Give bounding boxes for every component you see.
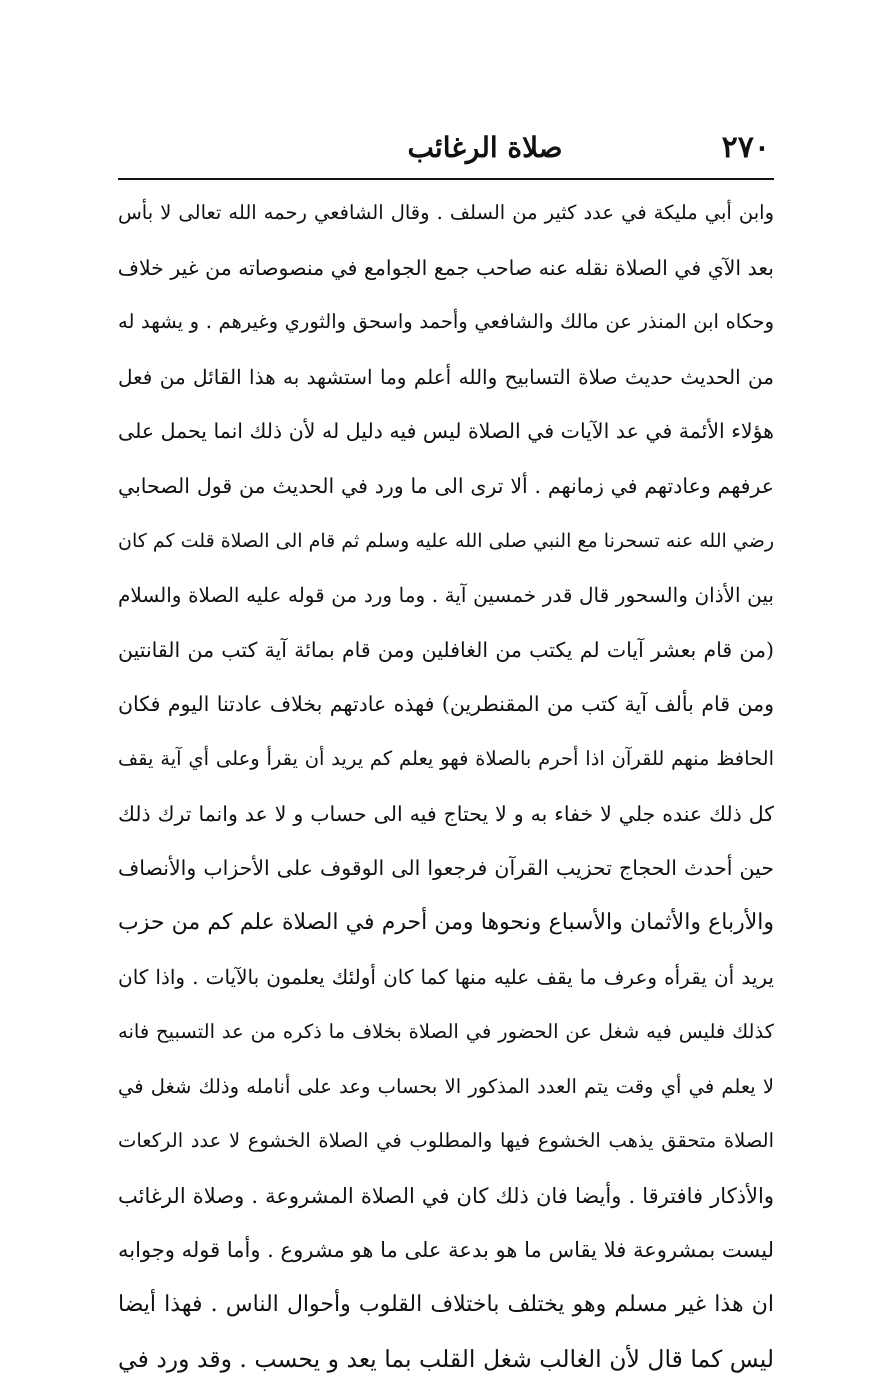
text-line: رضي الله عنه تسحرنا مع النبي صلى الله عليه وسلم ثم قام الى الصلاة قلت كم كان bbox=[118, 529, 774, 552]
running-title: صلاة الرغائب bbox=[407, 131, 563, 164]
text-line: يريد أن يقرأه وعرف ما يقف عليه منها كما كان أولئك يعلمون بالآيات . واذا كان bbox=[118, 965, 774, 990]
text-line: والأرباع والأثمان والأسباع ونحوها ومن أحرم في الصلاة علم كم من حزب bbox=[118, 909, 774, 935]
text-line: بين الأذان والسحور قال قدر خمسين آية . وما ورد من قوله عليه الصلاة والسلام bbox=[118, 583, 774, 608]
text-line: لا يعلم في أي وقت يتم العدد المذكور الا بحساب وعد على أنامله وذلك شغل في bbox=[118, 1074, 774, 1098]
text-line: هؤلاء الأئمة في عد الآيات في الصلاة ليس فيه دليل له لأن ذلك انما يحمل على bbox=[118, 419, 774, 444]
text-line: ليست بمشروعة فلا يقاس ما هو بدعة على ما هو مشروع . وأما قوله وجوابه bbox=[118, 1238, 774, 1263]
text-line: كذلك فليس فيه شغل عن الحضور في الصلاة بخلاف ما ذكره من عد التسبيح فانه bbox=[118, 1019, 774, 1043]
text-line: (من قام بعشر آيات لم يكتب من الغافلين ومن قام بمائة آية كتب من القانتين bbox=[118, 637, 774, 662]
text-line: بعد الآي في الصلاة نقله عنه صاحب جمع الجوامع في منصوصاته من غير خلاف bbox=[118, 255, 774, 280]
text-line: وابن أبي مليكة في عدد كثير من السلف . وقال الشافعي رحمه الله تعالى لا بأس bbox=[118, 201, 774, 224]
header-rule bbox=[118, 178, 774, 180]
text-line: ومن قام بألف آية كتب من المقنطرين) فهذه عادتهم بخلاف عادتنا اليوم فكان bbox=[118, 692, 774, 717]
text-line: وحكاه ابن المنذر عن مالك والشافعي وأحمد واسحق والثوري وغيرهم . و يشهد له bbox=[118, 310, 774, 334]
body-text bbox=[118, 186, 774, 1387]
text-line: والأذكار فافترقا . وأيضا فان ذلك كان في الصلاة المشروعة . وصلاة الرغائب bbox=[118, 1183, 774, 1208]
text-line: الصلاة متحقق يذهب الخشوع فيها والمطلوب في الصلاة الخشوع لا عدد الركعات bbox=[118, 1129, 774, 1153]
text-line: الحافظ منهم للقرآن اذا أحرم بالصلاة فهو يعلم كم يريد أن يقرأ وعلى أي آية يقف bbox=[118, 746, 774, 770]
text-line: كل ذلك عنده جلي لا خفاء به و لا يحتاج فيه الى حساب و لا عد وانما ترك ذلك bbox=[118, 801, 774, 826]
page-header bbox=[120, 128, 770, 168]
text-line: من الحديث حديث صلاة التسابيح والله أعلم وما استشهد به هذا القائل من فعل bbox=[118, 364, 774, 389]
page-number: ٢٧٠ bbox=[721, 130, 770, 165]
text-line: ليس كما قال لأن الغالب شغل القلب بما يعد و يحسب . وقد ورد في bbox=[118, 1345, 774, 1374]
text-line: حين أحدث الحجاج تحزيب القرآن فرجعوا الى الوقوف على الأحزاب والأنصاف bbox=[118, 856, 774, 881]
text-line: عرفهم وعادتهم في زمانهم . ألا ترى الى ما ورد في الحديث من قول الصحابي bbox=[118, 473, 774, 498]
text-line: ان هذا غير مسلم وهو يختلف باختلاف القلوب وأحوال الناس . فهذا أيضا bbox=[118, 1291, 774, 1317]
